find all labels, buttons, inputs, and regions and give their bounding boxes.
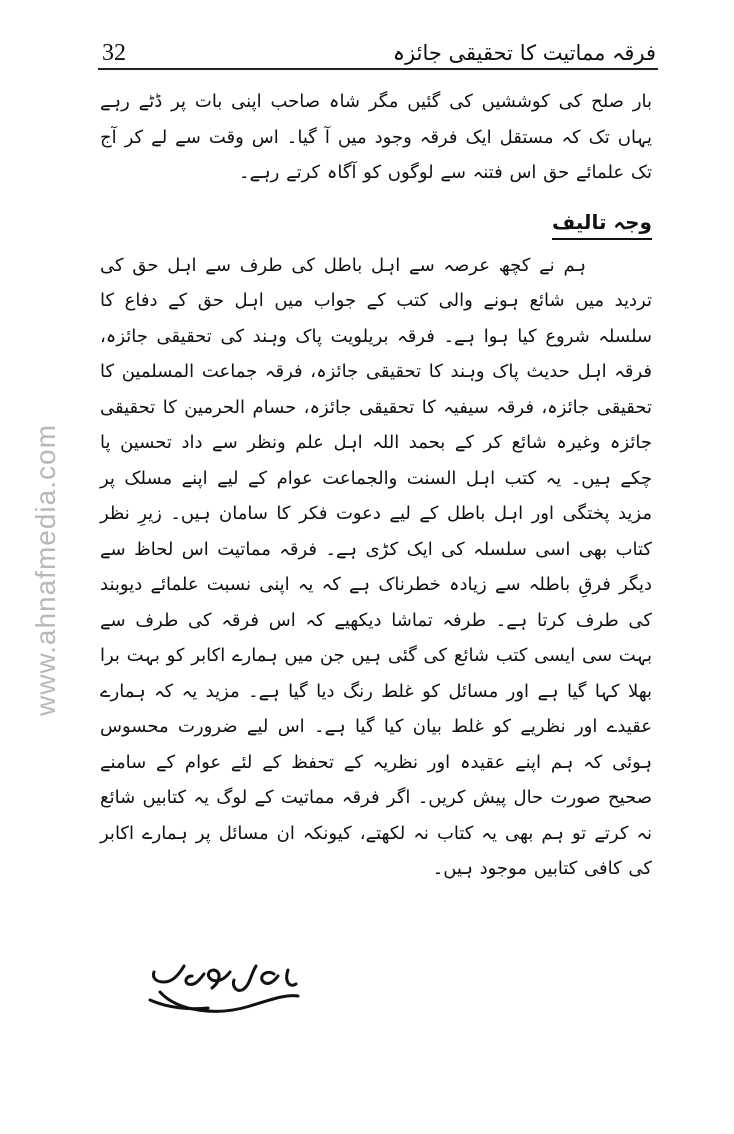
running-title: فرقہ مماتیت کا تحقیقی جائزہ <box>392 41 656 65</box>
intro-paragraph: بار صلح کی کوششیں کی گئیں مگر شاہ صاحب اپنی بات پر ڈٹے رہے یہاں تک کہ مستقل ایک فرقہ وجود میں آ گیا۔ اس وقت سے لے کر آج تک علمائے حق اس فتنہ سے لوگوں کو آگاہ کرتے رہے۔ <box>100 91 652 183</box>
page-number: 32 <box>102 40 126 66</box>
section-heading: وجہ تالیف <box>552 208 652 240</box>
page-header <box>98 34 658 70</box>
page-body <box>100 84 652 887</box>
main-paragraph: ہم نے کچھ عرصہ سے اہل باطل کی طرف سے اہل حق کی تردید میں شائع ہونے والی کتب کے جواب میں اہل حق کے دفاع کا سلسلہ شروع کیا ہوا ہے۔ فرقہ بریلویت پاک وہند کی تحقیقی جائزہ، فرقہ اہل حدیث پاک وہند کا تحقیقی جائزہ، فرقہ جماعت المسلمین کا تحقیقی جائزہ، فرقہ سیفیہ کا تحقیقی جائزہ، حسام الحرمین کا تحقیقی جائزہ وغیرہ شائع کر کے بحمد اللہ اہل علم ونظر سے داد تحسین پا چکے ہیں۔ یہ کتب اہل السنت والجماعت عوام کے لیے اپنے مسلک پر مزید پختگی اور اہل باطل کے لیے دعوت فکر کا سامان ہیں۔ زیرِ نظر کتاب بھی اسی سلسلہ کی ایک کڑی ہے۔ فرقہ مماتیت اس لحاظ سے دیگر فرقِ باطلہ سے زیادہ خطرناک ہے کہ یہ اپنی نسبت علمائے دیوبند کی طرف کرتا ہے۔ طرفہ تماشا دیکھیے کہ اس فرقہ کی طرف سے بہت سی ایسی کتب شائع کی گئی ہیں جن میں ہمارے اکابر کو بہت برا بھلا کہا گیا ہے اور مسائل کو غلط رنگ دیا گیا ہے۔ مزید یہ کہ ہمارے عقیدے اور نظریے کو غلط بیان کیا گیا ہے۔ اس لیے ضرورت محسوس ہوئی کہ ہم اپنے عقیدہ اور نظریہ کے تحفظ کے لئے عوام کے سامنے صحیح صورت حال پیش کریں۔ اگر فرقہ مماتیت کے لوگ یہ کتابیں شائع نہ کرتے تو ہم بھی یہ کتاب نہ لکھتے، کیونکہ ان مسائل پر ہمارے اکابر کی کافی کتابیں موجود ہیں۔ <box>100 254 652 879</box>
signature-image <box>138 952 308 1024</box>
watermark: www.ahnafmedia.com <box>30 424 61 716</box>
